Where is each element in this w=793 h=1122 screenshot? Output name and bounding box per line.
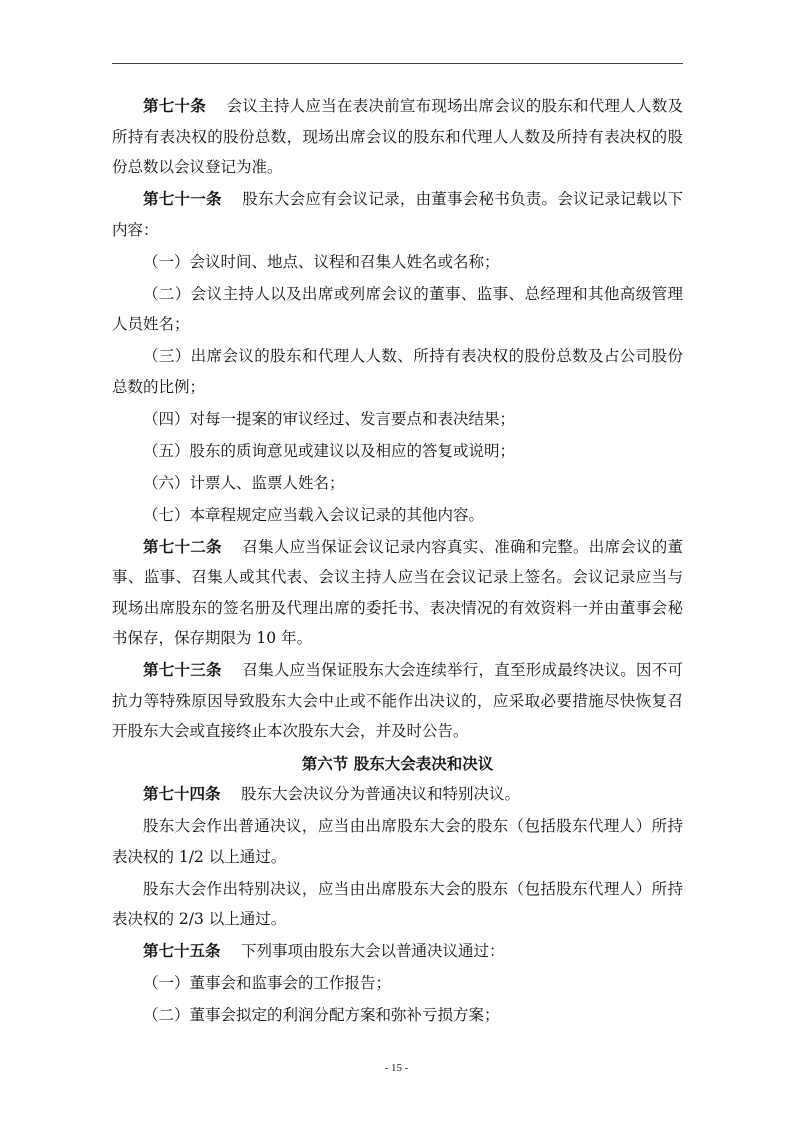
list-item — [112, 811, 683, 872]
list-item — [112, 279, 683, 340]
article-gap — [222, 538, 243, 556]
list-item — [112, 341, 683, 402]
paragraph-text: （二）会议主持人以及出席或列席会议的董事、监事、总经理和其他高级管理人员姓名； — [112, 284, 683, 333]
article-paragraph — [112, 184, 683, 245]
article-paragraph — [112, 91, 683, 183]
paragraph-text: 股东大会应有会议记录，由董事会秘书负责。会议记录记载以下内容： — [112, 190, 683, 239]
paragraph-text: （七）本章程规定应当载入会议记录的其他内容。 — [143, 505, 485, 524]
header-rule — [112, 63, 683, 64]
list-item — [112, 247, 683, 278]
section-title: 第六节 股东大会表决和决议 — [301, 754, 494, 773]
list-item — [112, 1000, 683, 1031]
paragraph-text: 股东大会作出特别决议，应当由出席股东大会的股东（包括股东代理人）所持表决权的 2/3 以上通过。 — [112, 879, 683, 928]
paragraph-text: （四）对每一提案的审议经过、发言要点和表决结果； — [143, 409, 516, 428]
paragraph-text: （六）计票人、监票人姓名； — [143, 473, 345, 492]
article-gap — [221, 785, 241, 803]
paragraph-text: 股东大会作出普通决议，应当由出席股东大会的股东（包括股东代理人）所持表决权的 1/2 以上通过。 — [112, 817, 683, 866]
article-gap — [222, 661, 243, 679]
paragraph-text: （一）会议时间、地点、议程和召集人姓名或名称； — [143, 252, 500, 271]
article-number: 第七十四条 — [143, 784, 221, 803]
article-paragraph — [112, 532, 683, 654]
article-gap — [222, 190, 243, 208]
article-paragraph — [112, 936, 683, 967]
article-paragraph — [112, 655, 683, 747]
list-item — [112, 874, 683, 935]
paragraph-text: 下列事项由股东大会以普通决议通过： — [240, 942, 505, 960]
list-item — [112, 968, 683, 999]
list-item — [112, 468, 683, 499]
page-number: - 15 - — [384, 1062, 409, 1074]
list-item — [112, 500, 683, 531]
paragraph-text: （五）股东的质询意见或建议以及相应的答复或说明； — [143, 441, 516, 460]
article-number: 第七十三条 — [143, 660, 222, 679]
paragraph-text: （二）董事会拟定的利润分配方案和弥补亏损方案； — [143, 1006, 500, 1024]
paragraph-text: 股东大会决议分为普通决议和特别决议。 — [240, 785, 520, 803]
article-gap — [206, 97, 227, 115]
article-number: 第七十五条 — [143, 941, 221, 960]
article-number: 第七十二条 — [143, 536, 222, 556]
article-number: 第七十一条 — [143, 189, 222, 208]
paragraph-text: 召集人应当保证股东大会连续举行，直至形成最终决议。因不可抗力等特殊原因导致股东大会中止或不能作出决议的，应采取必要措施尽快恢复召开股东大会或直接终止本次股东大会，并及时公告。 — [112, 661, 683, 740]
article-paragraph — [112, 779, 683, 810]
article-gap — [221, 942, 241, 960]
paragraph-text: 会议主持人应当在表决前宣布现场出席会议的股东和代理人人数及所持有表决权的股份总数，现场出席会议的股东和代理人人数及所持有表决权的股份总数以会议登记为准。 — [112, 97, 683, 176]
article-number: 第七十条 — [143, 96, 206, 115]
list-item — [112, 436, 683, 467]
paragraph-text: 召集人应当保证会议记录内容真实、准确和完整。出席会议的董事、监事、召集人或其代表、会议主持人应当在会议记录上签名。会议记录应当与现场出席股东的签名册及代理出席的委托书、表决情况的有效资料一并由董事会秘书保存，保存期限为 10 年。 — [112, 537, 683, 647]
paragraph-text: （三）出席会议的股东和代理人人数、所持有表决权的股份总数及占公司股份总数的比例； — [112, 347, 683, 396]
document-body — [112, 91, 683, 1032]
paragraph-text: （一）董事会和监事会的工作报告； — [143, 974, 392, 992]
list-item — [112, 404, 683, 435]
